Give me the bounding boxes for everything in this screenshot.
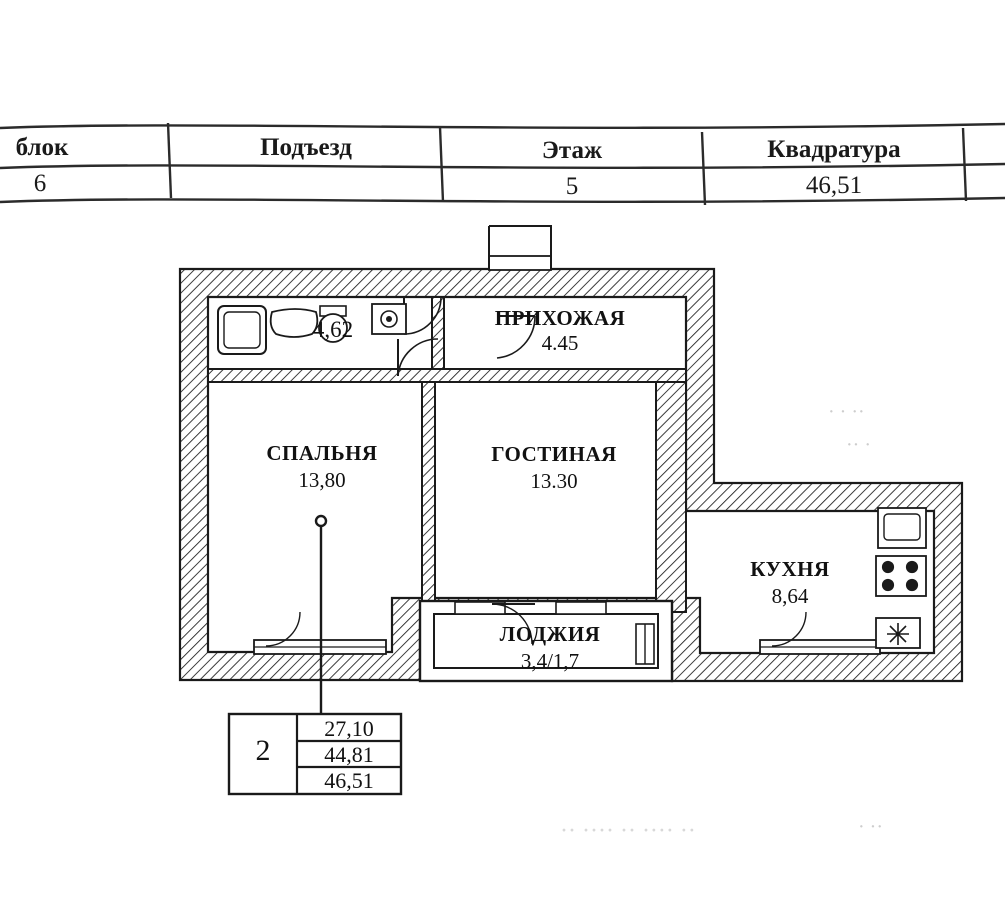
room-name-living: ГОСТИНАЯ [491, 442, 617, 466]
room-area-hall: 4.45 [541, 331, 579, 355]
table-header-block: блок [15, 134, 69, 161]
legend-line-2: 44,81 [324, 742, 374, 767]
floor-plan [0, 206, 1005, 900]
table-header-area: Квадратура [767, 136, 901, 163]
legend-line-1: 27,10 [324, 716, 374, 741]
room-area-bathroom: 4,62 [312, 317, 354, 342]
room-name-balcony: ЛОДЖИЯ [499, 622, 601, 646]
room-area-balcony: 3,4/1,7 [520, 649, 580, 673]
table-value-area: 46,51 [805, 172, 863, 199]
info-table [0, 106, 1005, 206]
legend-line-3: 46,51 [324, 768, 374, 793]
legend-rooms-count: 2 [255, 734, 271, 767]
scan-artifact: · · ·· [828, 401, 865, 423]
scan-artifact: ·· · [846, 434, 871, 456]
room-area-living: 13.30 [530, 469, 578, 493]
scan-artifact: · ·· [858, 816, 883, 838]
room-name-kitchen: КУХНЯ [750, 557, 830, 581]
table-header-floor: Этаж [541, 137, 603, 164]
scan-artifact: ·· ···· ·· ···· ·· [560, 818, 696, 844]
table-value-floor: 5 [565, 173, 579, 200]
table-value-block: 6 [33, 170, 47, 197]
room-name-hall: ПРИХОЖАЯ [494, 306, 626, 330]
room-area-kitchen: 8,64 [771, 584, 809, 608]
room-area-bedroom: 13,80 [298, 468, 346, 492]
room-name-bedroom: СПАЛЬНЯ [266, 441, 378, 465]
table-header-entrance: Подъезд [260, 134, 352, 161]
